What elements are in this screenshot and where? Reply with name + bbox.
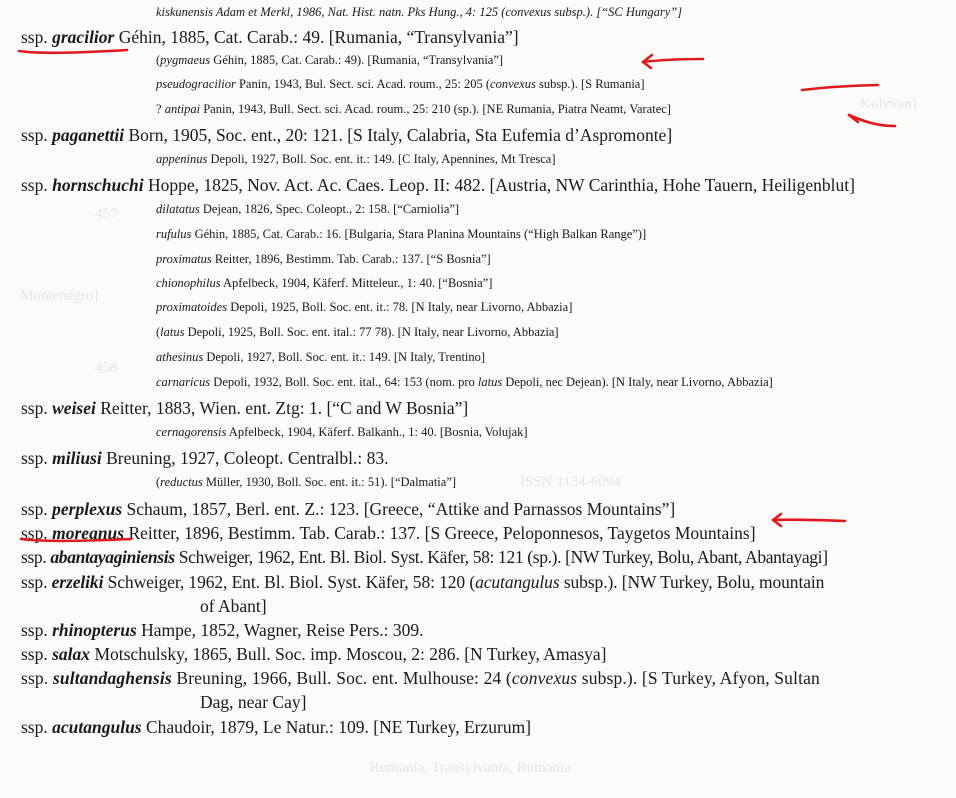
arrow-perplexus (773, 520, 845, 521)
entry-moreanus (21, 523, 756, 544)
synonym-line (156, 475, 456, 490)
synonym-name: pseudogracilior (156, 77, 236, 91)
continuation-text: Dag, near Cay] (200, 692, 307, 712)
synonym-line (156, 300, 572, 315)
ssp-prefix: ssp. (21, 125, 48, 145)
ssp-prefix: ssp. (21, 717, 48, 737)
synonym-line (156, 276, 492, 291)
synonym-line (156, 202, 459, 217)
arrow-head-perplexus (773, 514, 781, 526)
header-synonym-line (156, 5, 682, 20)
taxon-citation: Schweiger, 1962, Ent. Bl. Biol. Syst. Käfer, 58: 121 (sp.). [NW Turkey, Bolu, Abant, Abantayagi] (174, 547, 828, 567)
synonym-citation: Apfelbeck, 1904, Käferf. Mitteleur., 1: 40. [“Bosnia”] (220, 276, 493, 290)
entry-acutangulus (21, 717, 531, 738)
entry-continuation (200, 692, 306, 713)
taxon-citation: Géhin, 1885, Cat. Carab.: 49. [Rumania, “Transylvania”] (114, 27, 519, 47)
synonym-name: cernagorensis (156, 425, 227, 439)
synonym-line (156, 77, 645, 92)
entry-sultandaghensis (21, 668, 820, 689)
arrow-head-antipai (849, 115, 858, 122)
synonym-line (156, 152, 556, 167)
taxon-citation: Hampe, 1852, Wagner, Reise Pers.: 309. (136, 620, 424, 640)
continuation-text: of Abant] (200, 596, 267, 616)
taxon-citation: Reitter, 1896, Bestimm. Tab. Carab.: 137. [S Greece, Peloponnesos, Taygetos Mountains] (124, 523, 756, 543)
taxon-citation: subsp.). [S Turkey, Afyon, Sultan (577, 668, 820, 688)
synonym-citation: Depoli, 1927, Boll. Soc. ent. it.: 149. [N Italy, Trentino] (203, 350, 486, 364)
synonym-line (156, 375, 773, 390)
synonym-citation: Depoli, 1927, Boll. Soc. ent. it.: 149. [C Italy, Apennines, Mt Tresca] (207, 152, 556, 166)
taxon-name: paganettii (52, 125, 125, 145)
taxon-name: perplexus (52, 499, 123, 519)
synonym-prefix: ( (156, 475, 161, 489)
synonym-line (156, 350, 485, 365)
synonym-line (156, 325, 559, 340)
arrow-antipai (849, 115, 895, 126)
entry-salax (21, 644, 606, 665)
arrow-pygmaeus (643, 59, 703, 62)
taxon-name: erzeliki (51, 572, 104, 592)
taxon-name: abantayaginiensis (50, 547, 175, 567)
synonym-line (156, 425, 528, 440)
synonym-citation: subsp.). [S Rumania] (535, 77, 645, 91)
synonym-line (156, 102, 671, 117)
taxon-name: weisei (52, 398, 96, 418)
header-text: kiskunensis Adam et Merkl, 1986, Nat. Hist. natn. Pks Hung., 4: 125 (convexus subsp.). [“SC Hungary”] (156, 5, 683, 19)
ssp-prefix: ssp. (21, 523, 48, 543)
synonym-name: athesinus (156, 350, 204, 364)
synonym-citation: Géhin, 1885, Cat. Carab.: 16. [Bulgaria, Stara Planina Mountains (“High Balkan Range”)] (191, 227, 647, 241)
taxon-name: miliusi (52, 448, 102, 468)
synonym-italic: convexus (490, 77, 536, 91)
taxon-citation: subsp.). [NW Turkey, Bolu, mountain (559, 572, 825, 592)
synonym-citation: Panin, 1943, Bul. Sect. sci. Acad. roum., 25: 205 ( (235, 77, 491, 91)
bleed-through-text: 458 (95, 360, 118, 376)
bleed-through-text: Montenegro] (20, 288, 99, 304)
synonym-name: latus (160, 325, 185, 339)
synonym-name: reductus (160, 475, 203, 489)
bleed-through-text: Kolyvan] (860, 96, 917, 112)
synonym-prefix: ( (156, 53, 161, 67)
taxon-citation: Chaudoir, 1879, Le Natur.: 109. [NE Turkey, Erzurum] (141, 717, 532, 737)
taxon-italic: convexus (511, 668, 578, 688)
entry-erzeliki (21, 572, 824, 593)
entry-hornschuchi (21, 175, 855, 196)
bleed-through-text: ISSN 1134-6094 (520, 474, 621, 490)
ssp-prefix: ssp. (21, 27, 48, 47)
entry-rhinopterus (21, 620, 424, 641)
taxon-citation: Breuning, 1966, Bull. Soc. ent. Mulhouse: 24 ( (171, 668, 512, 688)
synonym-line (156, 53, 503, 68)
arrow-head-pygmaeus (643, 55, 652, 68)
taxon-name: rhinopterus (52, 620, 137, 640)
synonym-name: proximatoides (156, 300, 228, 314)
synonym-name: antipai (164, 102, 201, 116)
taxon-citation: Born, 1905, Soc. ent., 20: 121. [S Italy, Calabria, Sta Eufemia d’Aspromonte] (124, 125, 673, 145)
synonym-citation: Panin, 1943, Bull. Sect. sci. Acad. roum., 25: 210 (sp.). [NE Rumania, Piatra Neamt, Varatec] (200, 102, 671, 116)
synonym-citation: Dejean, 1826, Spec. Coleopt., 2: 158. [“Carniolia”] (199, 202, 460, 216)
ssp-prefix: ssp. (21, 398, 48, 418)
synonym-citation: Depoli, 1932, Boll. Soc. ent. ital., 64: 153 (nom. pro (210, 375, 478, 389)
synonym-italic: latus (477, 375, 503, 389)
entry-gracilior (21, 27, 519, 48)
synonym-name: appeninus (156, 152, 208, 166)
taxon-citation: Breuning, 1927, Coleopt. Centralbl.: 83. (101, 448, 389, 468)
synonym-name: pygmaeus (160, 53, 211, 67)
entry-paganettii (21, 125, 672, 146)
ssp-prefix: ssp. (21, 547, 47, 567)
synonym-citation: Géhin, 1885, Cat. Carab.: 49). [Rumania, “Transylvania”] (210, 53, 504, 67)
taxon-italic: acutangulus (475, 572, 560, 592)
ssp-prefix: ssp. (21, 499, 48, 519)
entry-perplexus (21, 499, 675, 520)
ssp-prefix: ssp. (21, 644, 48, 664)
entry-miliusi (21, 448, 389, 469)
taxon-citation: Schweiger, 1962, Ent. Bl. Biol. Syst. Käfer, 58: 120 ( (103, 572, 476, 592)
synonym-citation: Müller, 1930, Boll. Soc. ent. it.: 51). [“Dalmatia”] (202, 475, 457, 489)
synonym-citation: Reitter, 1896, Bestimm. Tab. Carab.: 137. [“S Bosnia”] (211, 252, 491, 266)
taxon-citation: Reitter, 1883, Wien. ent. Ztg: 1. [“C and W Bosnia”] (95, 398, 469, 418)
taxon-citation: Schaum, 1857, Berl. ent. Z.: 123. [Greece, “Attike and Parnassos Mountains”] (122, 499, 676, 519)
underline-gracilior (19, 50, 127, 53)
synonym-name: chionophilus (156, 276, 221, 290)
entry-continuation (200, 596, 267, 617)
synonym-citation: Depoli, 1925, Boll. Soc. ent. ital.: 77 78). [N Italy, near Livorno, Abbazia] (184, 325, 559, 339)
taxon-citation: Motschulsky, 1865, Bull. Soc. imp. Moscou, 2: 286. [N Turkey, Amasya] (90, 644, 607, 664)
ssp-prefix: ssp. (21, 572, 48, 592)
synonym-citation: Apfelbeck, 1904, Käferf. Balkanh., 1: 40. [Bosnia, Volujak] (226, 425, 528, 439)
ssp-prefix: ssp. (21, 175, 48, 195)
arrow-pseudogracilior (802, 85, 878, 90)
bleed-through-text: 457 (95, 206, 118, 222)
synonym-line (156, 227, 646, 242)
taxon-name: moreanus (52, 523, 125, 543)
taxon-name: salax (52, 644, 91, 664)
taxon-name: hornschuchi (52, 175, 144, 195)
synonym-citation: Depoli, nec Dejean). [N Italy, near Livorno, Abbazia] (502, 375, 773, 389)
synonym-name: dilatatus (156, 202, 200, 216)
synonym-prefix: ? (156, 102, 165, 116)
ssp-prefix: ssp. (21, 668, 49, 688)
taxon-name: acutangulus (52, 717, 142, 737)
synonym-line (156, 252, 491, 267)
ssp-prefix: ssp. (21, 620, 48, 640)
ssp-prefix: ssp. (21, 448, 48, 468)
synonym-name: carnaricus (156, 375, 211, 389)
taxon-name: sultandaghensis (52, 668, 172, 688)
synonym-prefix: ( (156, 325, 161, 339)
entry-abantayaginiensis (21, 547, 828, 568)
synonym-name: proximatus (156, 252, 212, 266)
entry-weisei (21, 398, 468, 419)
taxon-name: gracilior (52, 27, 115, 47)
synonym-name: rufulus (156, 227, 192, 241)
bleed-through-text: Rumania, Transylvania, Rumania (370, 760, 571, 776)
synonym-citation: Depoli, 1925, Boll. Soc. ent. it.: 78. [N Italy, near Livorno, Abbazia] (227, 300, 573, 314)
taxon-citation: Hoppe, 1825, Nov. Act. Ac. Caes. Leop. II: 482. [Austria, NW Carinthia, Hohe Tauern, Heiligenblut] (143, 175, 855, 195)
